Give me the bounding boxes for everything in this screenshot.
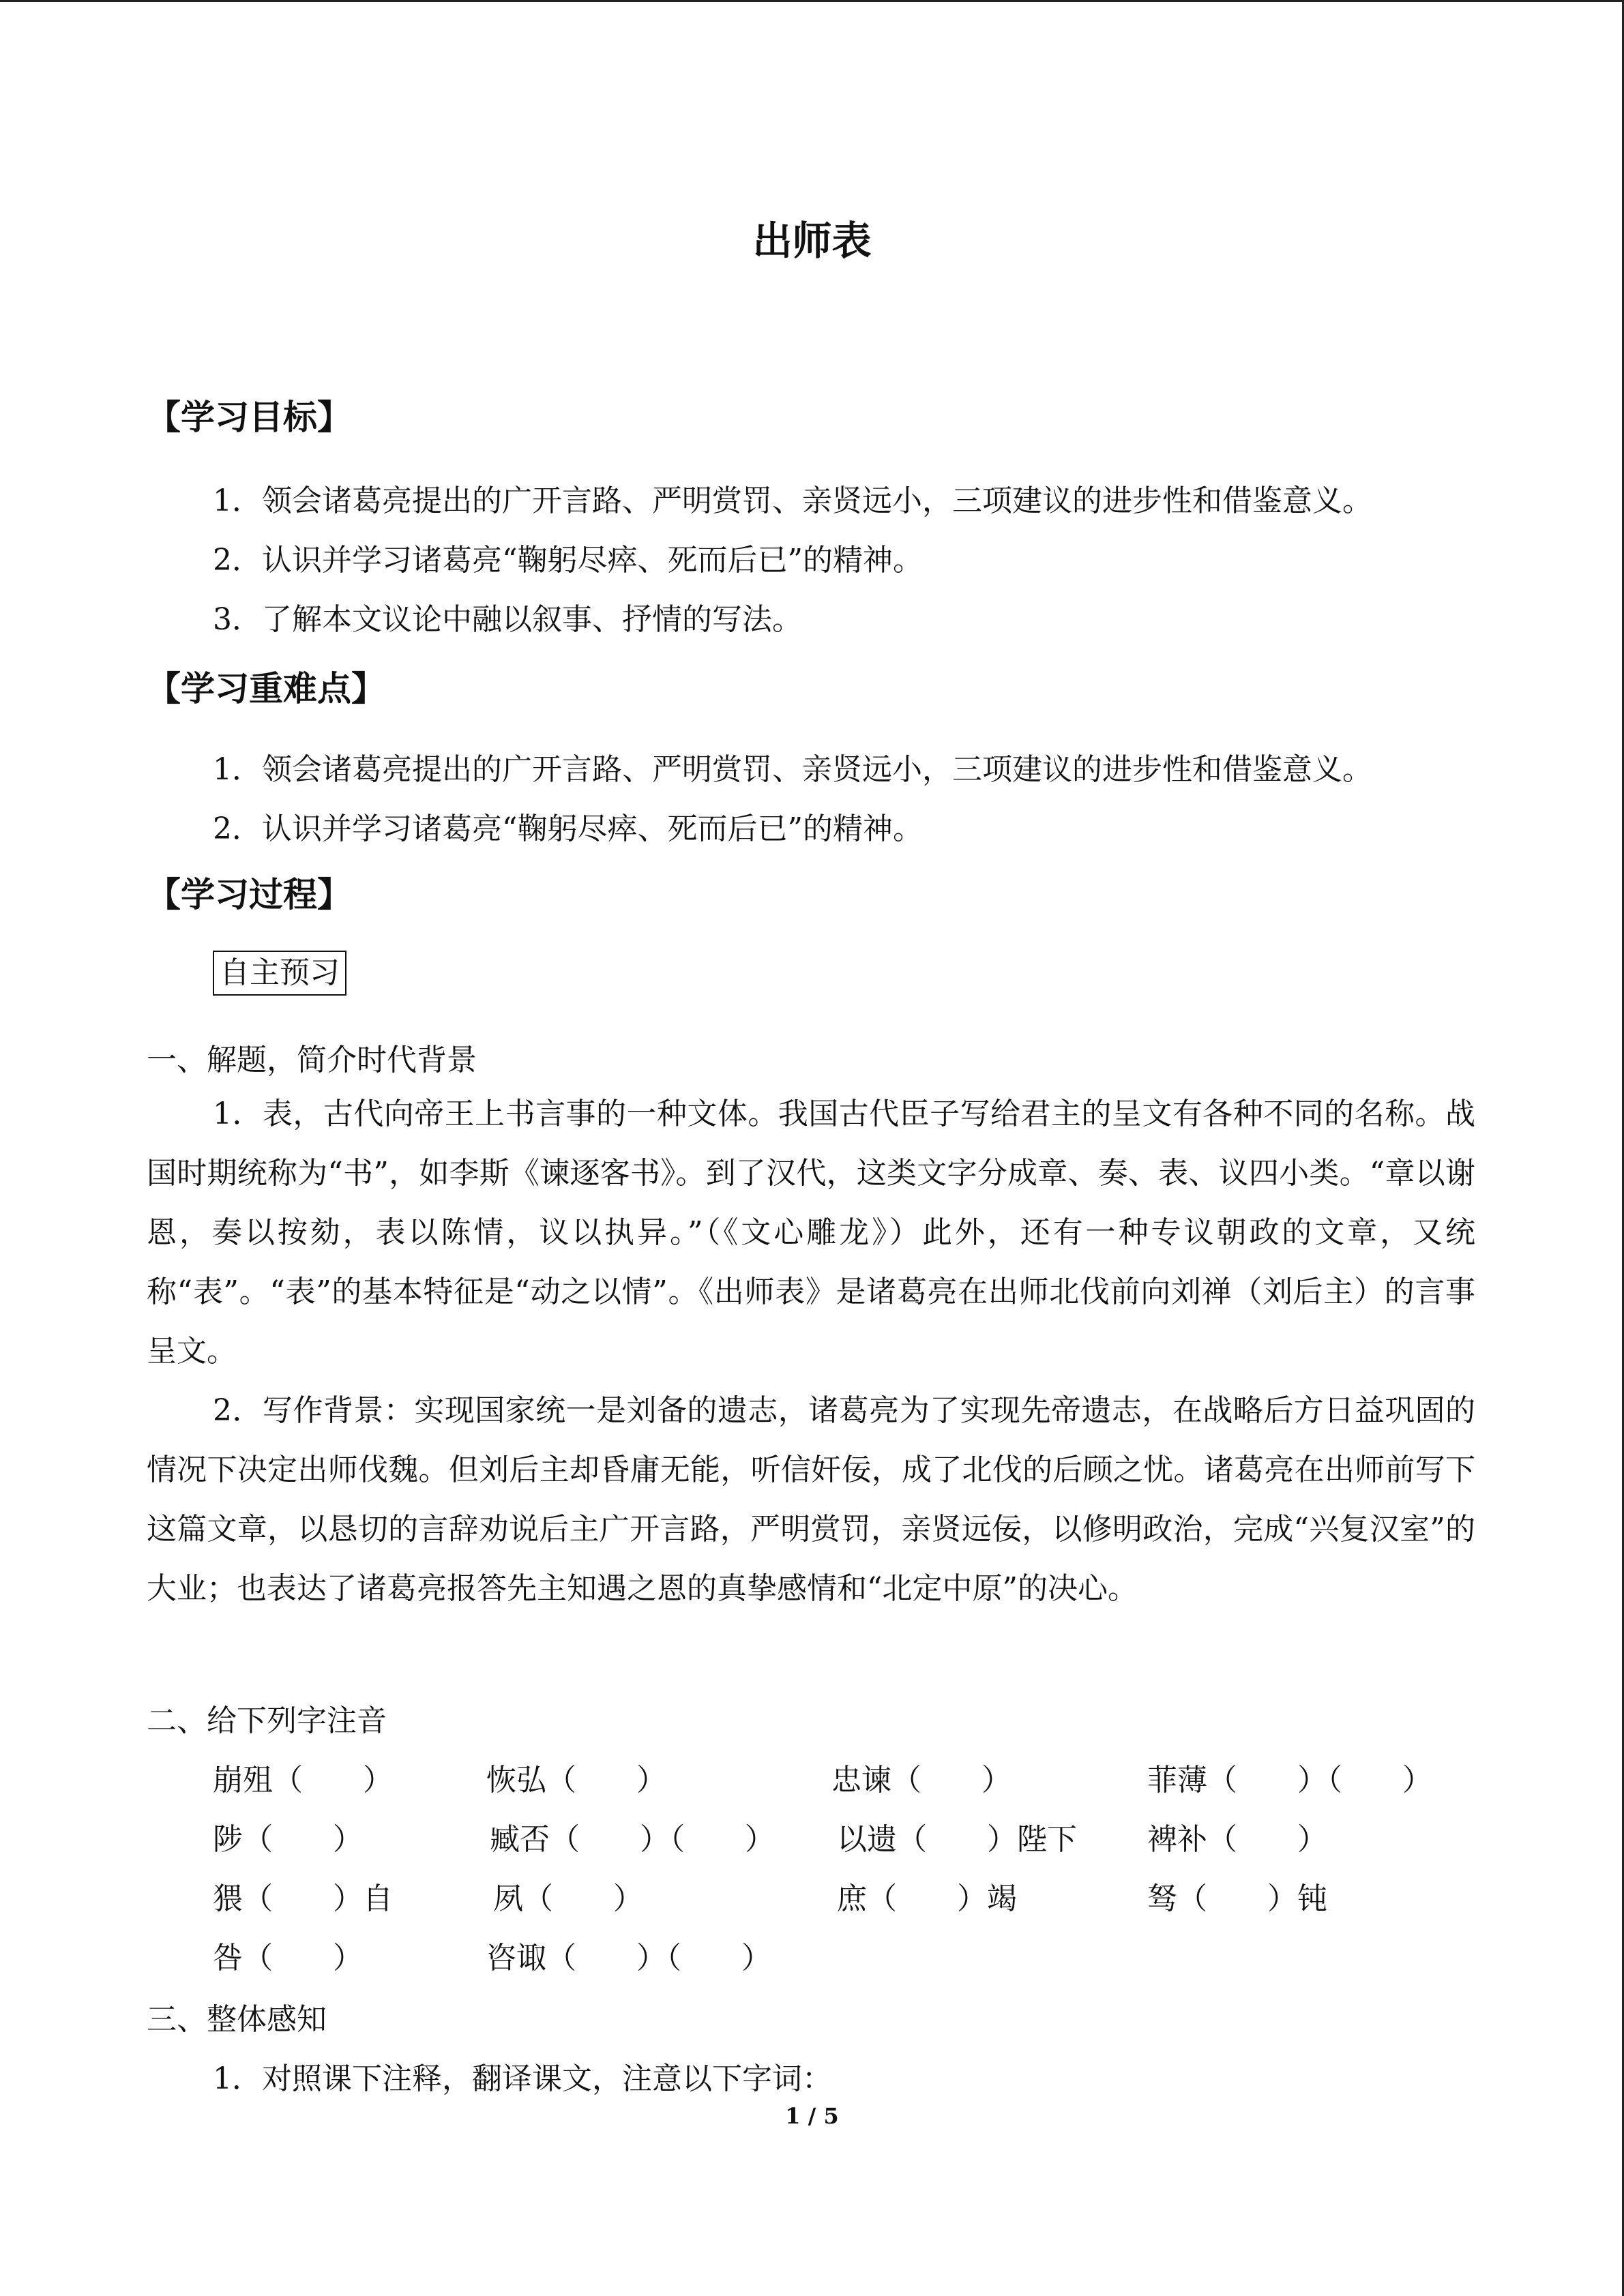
- pinyin-item: 庶（ ）竭: [837, 1881, 1017, 1916]
- pinyin-item: 驽（ ）钝: [1147, 1881, 1327, 1916]
- goals-heading: 【学习目标】: [147, 398, 351, 437]
- pinyin-item: 崩殂（ ）: [213, 1763, 393, 1798]
- section3-title: 三、整体感知: [147, 2002, 327, 2037]
- self-study-box: 自主预习: [213, 951, 346, 996]
- pinyin-item: 恢弘（ ）: [486, 1763, 666, 1798]
- pinyin-item: 陟（ ）: [213, 1822, 363, 1857]
- pinyin-item: 咨诹（ ）（ ）: [486, 1941, 771, 1976]
- pinyin-item: 猥（ ）自: [213, 1881, 393, 1916]
- section2-title: 二、给下列字注音: [147, 1703, 387, 1738]
- section1-title: 一、解题，简介时代背景: [147, 1043, 477, 1077]
- goal-item-2: 2．认识并学习诸葛亮“鞠躬尽瘁、死而后已”的精神。: [213, 543, 923, 578]
- page-border-top: [0, 0, 1624, 2]
- pinyin-item: 忠谏（ ）: [831, 1763, 1012, 1798]
- pinyin-item: 以遗（ ）陛下: [837, 1822, 1077, 1857]
- pinyin-item: 夙（ ）: [493, 1881, 643, 1916]
- pinyin-item: 臧否（ ）（ ）: [490, 1822, 775, 1857]
- page-title: 出师表: [752, 218, 872, 264]
- process-heading: 【学习过程】: [147, 875, 351, 914]
- section1-paragraph-2: 2．写作背景：实现国家统一是刘备的遗志，诸葛亮为了实现先帝遗志，在战略后方日益巩固的情况下决定出师伐魏。但刘后主却昏庸无能，听信奸佞，成了北伐的后顾之忧。诸葛亮在出师前写下这篇文章，以恳切的言辞劝说后主广开言路，严明赏罚，亲贤远佞，以修明政治，完成“兴复汉室”的大业；也表达了诸葛亮报答先主知遇之恩的真挚感情和“北定中原”的决心。: [147, 1393, 1475, 1606]
- pinyin-item: 菲薄（ ）（ ）: [1147, 1763, 1432, 1798]
- page-number: 1 / 5: [785, 2103, 839, 2129]
- section3-item-1: 1．对照课下注释，翻译课文，注意以下字词：: [213, 2061, 832, 2096]
- section1-paragraph-1: 1．表，古代向帝王上书言事的一种文体。我国古代臣子写给君主的呈文有各种不同的名称。战国时期统称为“书”，如李斯《谏逐客书》。到了汉代，这类文字分成章、奏、表、议四小类。“章以谢恩，奏以按劾，表以陈情，议以执异。”（《文心雕龙》）此外，还有一种专议朝政的文章，又统称“表”。“表”的基本特征是“动之以情”。《出师表》是诸葛亮在出师北伐前向刘禅（刘后主）的言事呈文。: [147, 1097, 1475, 1369]
- pinyin-item: 咎（ ）: [213, 1941, 363, 1976]
- goal-item-1: 1．领会诸葛亮提出的广开言路、严明赏罚、亲贤远小，三项建议的进步性和借鉴意义。: [213, 483, 1372, 518]
- pinyin-item: 裨补（ ）: [1147, 1822, 1327, 1857]
- key-points-heading: 【学习重难点】: [147, 669, 385, 709]
- key-point-item-2: 2．认识并学习诸葛亮“鞠躬尽瘁、死而后已”的精神。: [213, 811, 923, 846]
- goal-item-3: 3．了解本文议论中融以叙事、抒情的写法。: [213, 602, 802, 637]
- key-point-item-1: 1．领会诸葛亮提出的广开言路、严明赏罚、亲贤远小，三项建议的进步性和借鉴意义。: [213, 752, 1372, 787]
